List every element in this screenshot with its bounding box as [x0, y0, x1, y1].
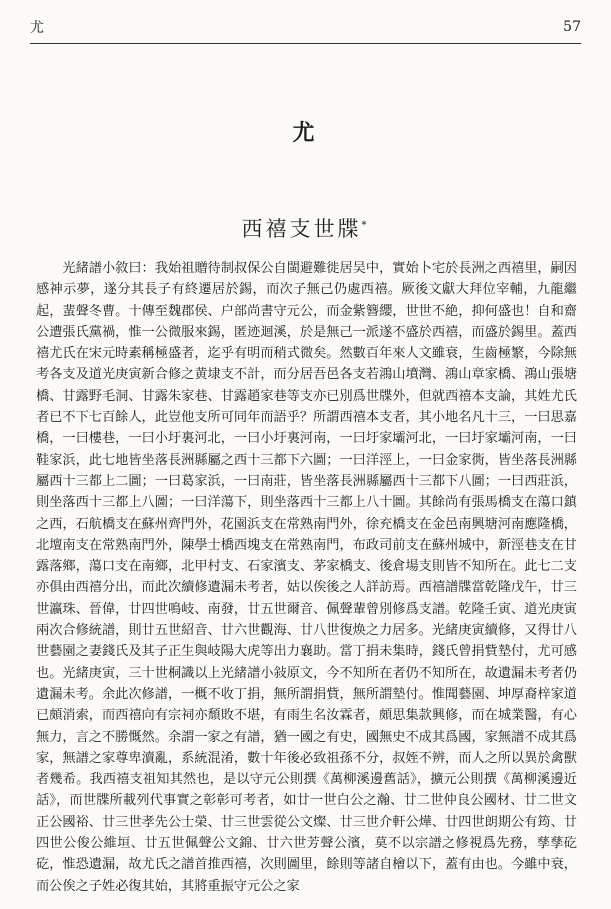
running-head-title: 尤 [30, 20, 44, 36]
header-rule [30, 43, 581, 44]
body-text [36, 258, 577, 897]
section-title-text: 西禧支世牒 [241, 217, 362, 241]
paragraph: 光緒譜小敘曰：我始祖贈待制叔保公自閩避難徙居吴中，實始卜宅於長洲之西禧里，嗣因感神示夢，遂分其長子有終遷居於錫，而次子無己仍處西禧。厥後文獻大拜位宰輔，九龍繼起，蜚聲冬曹。十傳至魏郡侯、户部尚書守元公，而金紫簪纓，世世不絶，抑何盛也！自和齋公遭張氏黨禍，惟一公微服來錫，匿迹迴溪，於是無己一派遂不盛於西禧，而盛於錫里。蓋西禧尤氏在宋元時素稱極盛者，迄乎有明而稍式微矣。然數百年來人文雖衰，生齒極繁，今除無考各支及道光庚寅新合修之黄埭支不計，而分居吾邑各支若鴻山墳灣、鴻山章家橋、鴻山張塘橋、甘露野毛洞、甘露朱家巷、甘露趙家巷等支亦已別爲世牒外，但就西禧本支論，其姓尤氏者已不下七百餘人，此豈他支所可同年而語乎？所謂西禧本支者，其小地名凡十三，一曰思嘉橋，一曰樓巷，一曰小圩裏河北，一曰小圩裏河南，一曰圩家壩河北，一曰圩家壩河南，一曰鞋家浜，此七地皆坐落長洲縣屬之西十三都下六圖；一曰洋涇上，一曰金家衖，皆坐落長洲縣屬西十三都上二圖；一曰葛家浜，一曰南莊，皆坐落長洲縣屬西十三都下八圖；一曰西莊浜，則坐落西十三都上八圖；一曰洋蕩下，則坐落西十三都上八十圖。其餘尚有張馬橋支在蕩口鎮之西，石航橋支在蘇州齊門外，花園浜支在常熟南門外，徐充橋支在金邑南興塘河南應隆橋，北壇南支在常熟南門外，陳學士橋西塊支在常熟南門，布政司前支在蘇州城中，新涇巷支在甘露落鄉，蕩口支在南鄉，北甲村支、石家濱支、茅家橋支、後倉場支則皆不知所在。此七二支亦俱由西禧分出，而此次續修遺漏未考者，姑以俟後之人詳訪焉。西禧譜牒當乾隆戊午，廿三世瀛珠、晉偉，廿四世鳴岐、南發，廿五世爾音、佩聲輩曾別修爲支譜。乾隆壬寅、道光庚寅兩次合修統譜，則廿五世紹音、廿六世觀海、廿八世復焕之力居多。光緒庚寅續修，又得廿八世藝園之妻錢氏及其子正生與岐陽大虎等出力襄助。當丁捐未集時，錢氏曾捐貲墊付，尤可感也。光緒庚寅，三十世桐識以上光緒譜小敍原文，今不知所在者仍不知所在，故遺漏未考者仍遺漏未考。余此次修譜，一概不收丁捐，無所謂捐貲，無所謂墊付。惟聞藝園、坤厚裔梓家道已頗消索，而西禧向有宗祠亦頹敗不堪，有雨生名汝霖者，頗思集款興修，而在城業醫，有心無力，言之不勝慨然。余謂一家之有譜，猶一國之有史，國無史不成其爲國，家無譜不成其爲家，無譜之家尊卑瀆亂，系統混淆，數十年後必致祖孫不分，叔姪不辨，而人之所以異於禽獸者幾希。我西禧支祖知其然也，是以守元公則撰《萬柳溪邊舊話》，擴元公則撰《萬柳溪邊近話》，而世牒所載列代事實之彰彰可考者，如廿一世白公之瀚、廿二世仲良公國材、廿二世文正公國裕、廿三世孝先公士榮、廿三世雲從公文燦、廿三世介軒公燁、廿四世朗期公有筠、廿四世公俊公維垣、廿五世佩聲公文錦、廿六世芳聲公濱，莫不以宗譜之修視爲先務，孳孳矻矻，惟恐遺漏，故尤氏之譜首推西禧，次則圖里，餘則等諸自檜以下，蓋有由也。今雖中衰，而公俟之子姓必復其始，其將重振守元公之家 [36, 261, 577, 894]
section-title [0, 213, 611, 243]
footnote-mark: * [361, 220, 370, 231]
running-header [30, 16, 581, 38]
page-number: 57 [563, 19, 581, 35]
chapter-title: 尤 [292, 120, 319, 146]
